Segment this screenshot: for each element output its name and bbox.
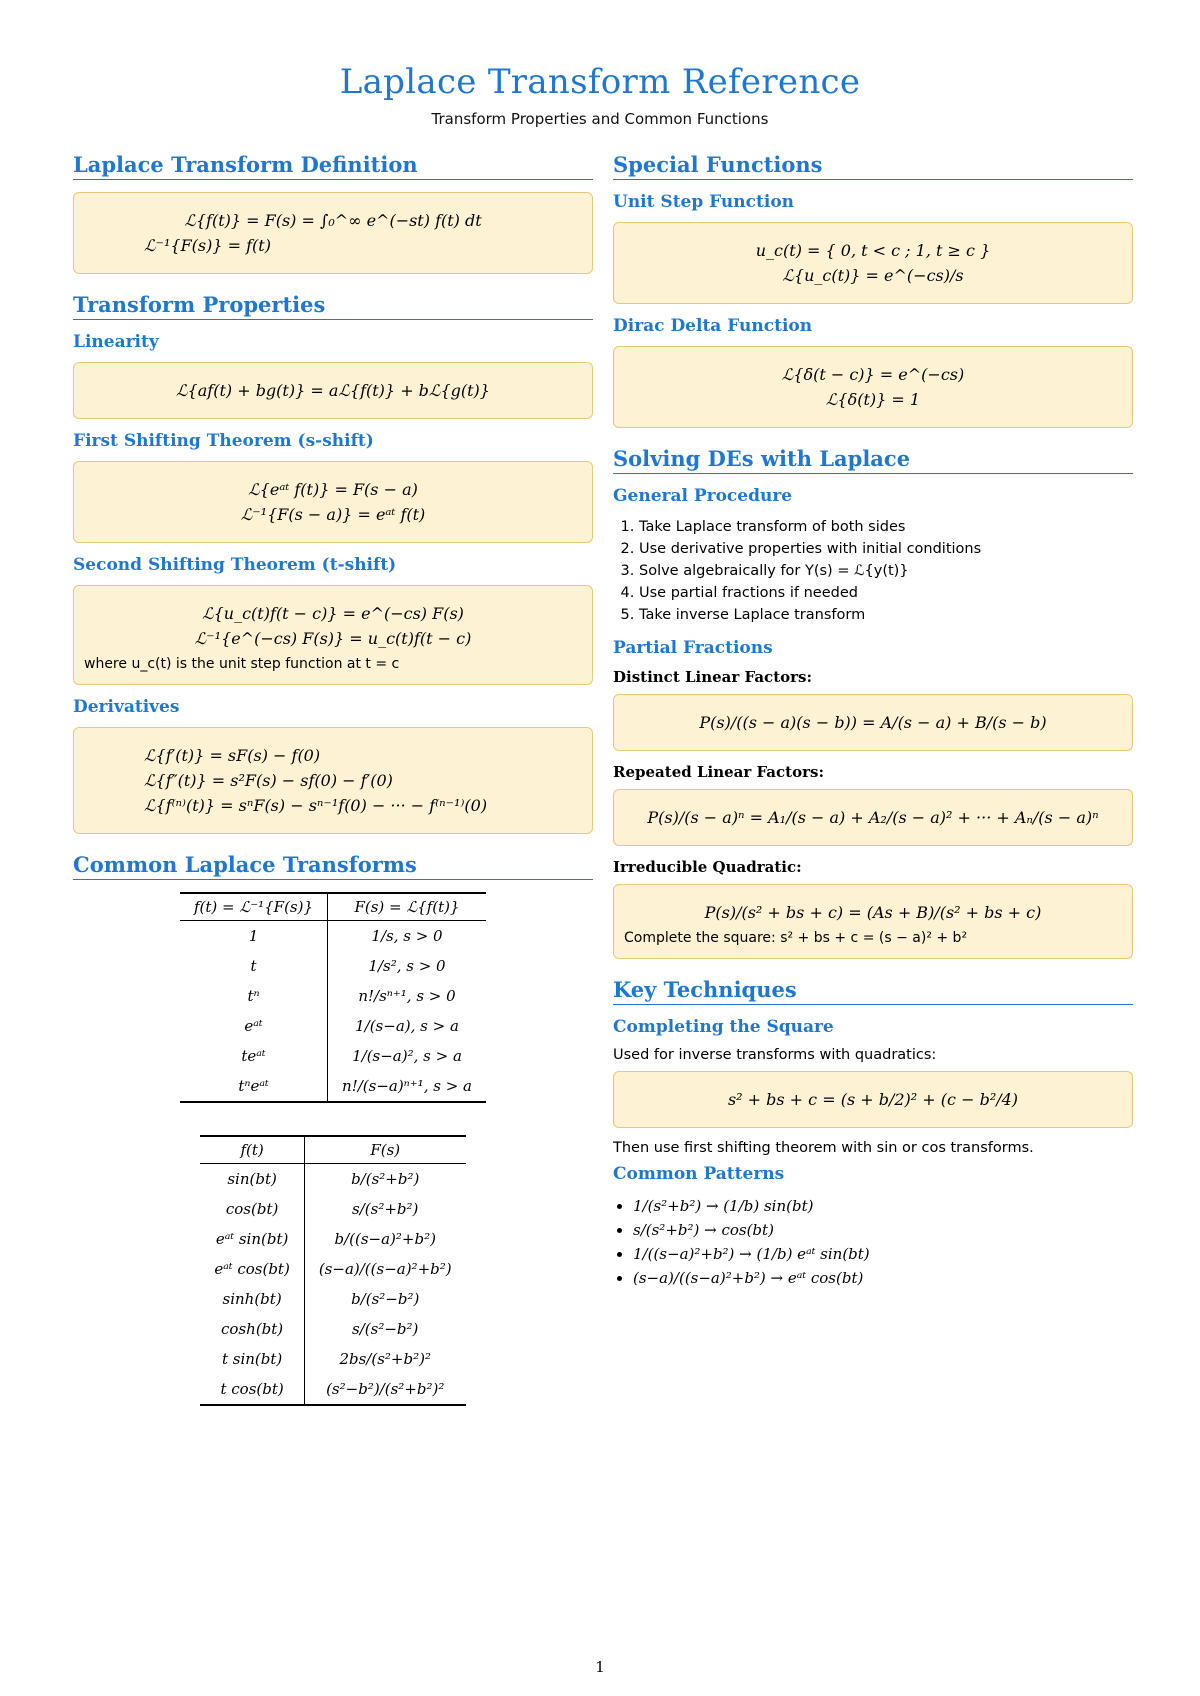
table-cell: eᵃᵗ sin(bt) [200, 1224, 304, 1254]
patterns-list [613, 1194, 1133, 1290]
solving-heading: Solving DEs with Laplace [613, 446, 1133, 474]
table-cell: 1 [180, 921, 328, 952]
distinct-box [613, 694, 1133, 751]
solving-section [613, 446, 1133, 959]
patterns-title: Common Patterns [613, 1164, 785, 1184]
transforms-table-1-wrap [180, 892, 486, 1103]
table-row [200, 1284, 465, 1314]
table-cell: sinh(bt) [200, 1284, 304, 1314]
transforms-table-2 [200, 1137, 465, 1404]
derivatives-title: Derivatives [73, 697, 180, 717]
table-row [180, 1071, 486, 1101]
second-shift-eq2: ℒ⁻¹{e^(−cs) F(s)} = u_c(t)f(t − c) [194, 629, 472, 648]
linearity-eq: ℒ{af(t) + bg(t)} = aℒ{f(t)} + bℒ{g(t)} [176, 381, 490, 400]
repeated-box [613, 789, 1133, 846]
table-cell: 1/(s−a)², s > a [352, 1047, 462, 1065]
list-item: 3. Solve algebraically for Y(s) = ℒ{y(t)} [639, 560, 1133, 582]
table-cell: (s²−b²)/(s²+b²)² [326, 1380, 445, 1398]
right-column [613, 152, 1133, 1308]
derivatives-box [73, 727, 593, 834]
linearity-title: Linearity [73, 332, 159, 352]
common-transforms-heading: Common Laplace Transforms [73, 852, 593, 880]
special-functions-section [613, 152, 1133, 428]
table-row [180, 951, 486, 981]
table-cell: b/(s²+b²) [351, 1170, 420, 1188]
definition-box [73, 192, 593, 274]
distinct-label: Distinct Linear Factors: [613, 668, 813, 686]
table-row [180, 1041, 486, 1071]
list-item: • (s−a)/((s−a)²+b²) → eᵃᵗ cos(bt) [633, 1266, 1133, 1290]
table-cell: 1/s², s > 0 [368, 957, 446, 975]
deriv-eq2: ℒ{f″(t)} = s²F(s) − sf(0) − f′(0) [144, 771, 393, 790]
left-column [73, 152, 593, 1428]
dirac-delta-title: Dirac Delta Function [613, 316, 813, 336]
page-title: Laplace Transform Reference [339, 62, 861, 102]
deriv-eq3: ℒ{f⁽ⁿ⁾(t)} = sⁿF(s) − sⁿ⁻¹f(0) − ··· − f⁽ⁿ⁻¹⁾(0) [144, 796, 488, 815]
properties-section [73, 292, 593, 834]
table-cell: s/(s²+b²) [352, 1200, 419, 1218]
repeated-label: Repeated Linear Factors: [613, 763, 824, 781]
list-item: • 1/(s²+b²) → (1/b) sin(bt) [633, 1194, 1133, 1218]
second-shift-eq1: ℒ{u_c(t)f(t − c)} = e^(−cs) F(s) [202, 604, 464, 623]
partial-fractions-title: Partial Fractions [613, 638, 773, 658]
list-item: 1. Take Laplace transform of both sides [639, 516, 1133, 538]
repeated-eq: P(s)/(s − a)ⁿ = A₁/(s − a) + A₂/(s − a)² + ··· + Aₙ/(s − a)ⁿ [647, 808, 1099, 827]
table-cell: (s−a)/((s−a)²+b²) [318, 1260, 452, 1278]
table-row [200, 1314, 465, 1344]
second-shift-box [73, 585, 593, 685]
first-shift-eq1: ℒ{eᵃᵗ f(t)} = F(s − a) [248, 480, 418, 499]
dirac-delta-box [613, 346, 1133, 428]
table-cell: cosh(bt) [200, 1314, 304, 1344]
table-row [200, 1344, 465, 1374]
table1-header-f: f(t) = ℒ⁻¹{F(s)} [180, 894, 328, 921]
table-cell: n!/sⁿ⁺¹, s > 0 [358, 987, 456, 1005]
irreducible-label: Irreducible Quadratic: [613, 858, 802, 876]
table-cell: b/((s−a)²+b²) [334, 1230, 436, 1248]
table-row [200, 1164, 465, 1195]
unit-step-title: Unit Step Function [613, 192, 795, 212]
table-cell: 2bs/(s²+b²)² [339, 1350, 431, 1368]
unit-step-eq1: u_c(t) = { 0, t < c ; 1, t ≥ c } [755, 241, 991, 260]
page-number: 1 [595, 1658, 605, 1676]
cts-eq: s² + bs + c = (s + b/2)² + (c − b²/4) [727, 1090, 1019, 1109]
table-cell: t [180, 951, 328, 981]
procedure-steps [613, 516, 1133, 626]
distinct-eq: P(s)/((s − a)(s − b)) = A/(s − a) + B/(s − b) [699, 713, 1047, 732]
transforms-table-1 [180, 894, 486, 1101]
table1-header-F: F(s) = ℒ{f(t)} [328, 894, 486, 921]
techniques-section [613, 977, 1133, 1290]
list-item: 5. Take inverse Laplace transform [639, 604, 1133, 626]
irreducible-note: Complete the square: s² + bs + c = (s − a)² + b² [624, 930, 968, 946]
table-row [200, 1224, 465, 1254]
table-cell: tⁿeᵃᵗ [180, 1071, 328, 1101]
table-cell: eᵃᵗ [180, 1011, 328, 1041]
table-cell: eᵃᵗ cos(bt) [200, 1254, 304, 1284]
table-cell: cos(bt) [200, 1194, 304, 1224]
table-row [180, 981, 486, 1011]
transforms-table-2-wrap [200, 1135, 465, 1406]
cts-title: Completing the Square [613, 1017, 834, 1037]
common-transforms-section [73, 852, 593, 1410]
table-cell: tⁿ [180, 981, 328, 1011]
table-cell: s/(s²−b²) [352, 1320, 419, 1338]
definition-eq1: ℒ{f(t)} = F(s) = ∫₀^∞ e^(−st) f(t) dt [184, 211, 482, 230]
list-item: 2. Use derivative properties with initial conditions [639, 538, 1133, 560]
deriv-eq1: ℒ{f′(t)} = sF(s) − f(0) [144, 746, 321, 765]
procedure-title: General Procedure [613, 486, 793, 506]
table-row [200, 1254, 465, 1284]
cts-intro: Used for inverse transforms with quadratics: [613, 1047, 937, 1063]
properties-heading: Transform Properties [73, 292, 593, 320]
list-item: 4. Use partial fractions if needed [639, 582, 1133, 604]
list-item: • 1/((s−a)²+b²) → (1/b) eᵃᵗ sin(bt) [633, 1242, 1133, 1266]
table-row [180, 1011, 486, 1041]
irreducible-eq: P(s)/(s² + bs + c) = (As + B)/(s² + bs + c) [704, 903, 1042, 922]
table-row [200, 1194, 465, 1224]
irreducible-box [613, 884, 1133, 959]
definition-eq2: ℒ⁻¹{F(s)} = f(t) [144, 236, 271, 255]
table-cell: t cos(bt) [200, 1374, 304, 1404]
second-shift-note: where u_c(t) is the unit step function at t = c [84, 656, 400, 672]
table-cell: teᵃᵗ [180, 1041, 328, 1071]
techniques-heading: Key Techniques [613, 977, 1133, 1005]
first-shift-title: First Shifting Theorem (s-shift) [73, 431, 374, 451]
table-row [180, 921, 486, 952]
dirac-eq2: ℒ{δ(t)} = 1 [825, 390, 921, 409]
dirac-eq1: ℒ{δ(t − c)} = e^(−cs) [781, 365, 965, 384]
table-cell: n!/(s−a)ⁿ⁺¹, s > a [342, 1077, 472, 1095]
page-subtitle: Transform Properties and Common Functions [431, 110, 769, 128]
definition-section [73, 152, 593, 274]
first-shift-eq2: ℒ⁻¹{F(s − a)} = eᵃᵗ f(t) [240, 505, 426, 524]
cts-box [613, 1071, 1133, 1128]
definition-heading: Laplace Transform Definition [73, 152, 593, 180]
unit-step-eq2: ℒ{u_c(t)} = e^(−cs)/s [782, 266, 964, 285]
list-item: • s/(s²+b²) → cos(bt) [633, 1218, 1133, 1242]
special-functions-heading: Special Functions [613, 152, 1133, 180]
second-shift-title: Second Shifting Theorem (t-shift) [73, 555, 397, 575]
first-shift-box [73, 461, 593, 543]
unit-step-box [613, 222, 1133, 304]
table-cell: t sin(bt) [200, 1344, 304, 1374]
table-row [200, 1374, 465, 1404]
table2-header-f: f(t) [200, 1137, 304, 1164]
table-cell: sin(bt) [200, 1164, 304, 1195]
cts-after: Then use first shifting theorem with sin or cos transforms. [613, 1140, 1034, 1156]
table2-header-F: F(s) [304, 1137, 465, 1164]
table-cell: 1/s, s > 0 [371, 927, 443, 945]
table-cell: 1/(s−a), s > a [355, 1017, 459, 1035]
linearity-box [73, 362, 593, 419]
table-cell: b/(s²−b²) [351, 1290, 420, 1308]
